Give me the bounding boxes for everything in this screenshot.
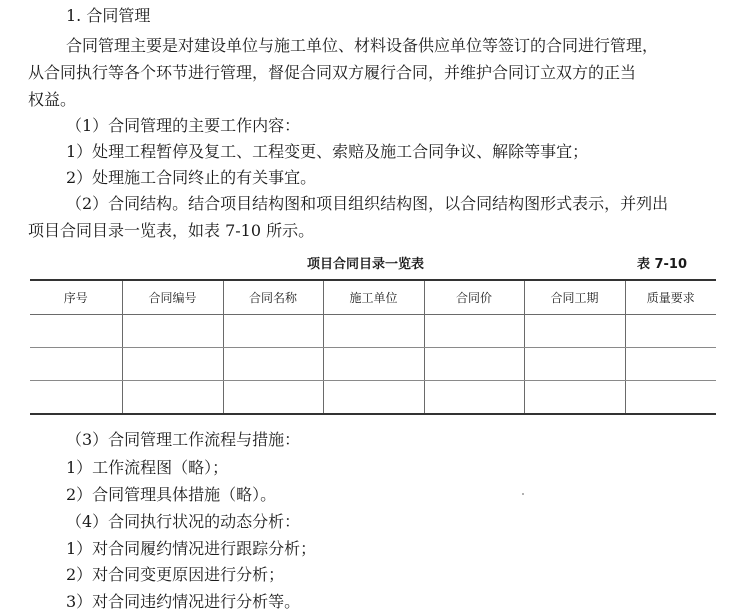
table-header-row [30, 280, 716, 315]
list-item: 2）合同管理具体措施（略）。 [66, 485, 277, 504]
table-row [30, 315, 716, 348]
list-item: （3）合同管理工作流程与措施： [66, 430, 301, 449]
contract-catalog-table [30, 279, 716, 415]
table-cell [424, 381, 524, 415]
section-heading: 1. 合同管理 [66, 6, 151, 25]
table-title: 项目合同目录一览表 [306, 257, 424, 272]
list-item: 1）工作流程图（略）； [66, 458, 229, 477]
table-cell [625, 348, 716, 381]
list-item: 1）对合同履约情况进行跟踪分析； [66, 539, 317, 558]
table-cell [424, 315, 524, 348]
table-cell [223, 348, 323, 381]
column-header: 合同工期 [524, 280, 625, 315]
intro-line-3: 权益。 [28, 90, 77, 109]
column-header: 序号 [30, 280, 122, 315]
table-cell [122, 348, 223, 381]
table-cell [122, 315, 223, 348]
table-cell [30, 348, 122, 381]
table-number: 表 7-10 [636, 257, 687, 272]
column-header: 合同价 [424, 280, 524, 315]
table-cell [223, 381, 323, 415]
table-cell [323, 381, 424, 415]
table-cell [323, 315, 424, 348]
table-cell [524, 348, 625, 381]
table-cell [625, 381, 716, 415]
column-header: 施工单位 [323, 280, 424, 315]
table-cell [122, 381, 223, 415]
list-item: 2）处理施工合同终止的有关事宜。 [66, 168, 317, 187]
table-cell [524, 315, 625, 348]
list-item: （1）合同管理的主要工作内容： [66, 116, 301, 135]
list-item: 1）处理工程暂停及复工、工程变更、索赔及施工合同争议、解除等事宜； [66, 142, 589, 161]
list-item: 2）对合同变更原因进行分析； [66, 565, 285, 584]
list-item: （4）合同执行状况的动态分析： [66, 512, 301, 531]
table-cell [223, 315, 323, 348]
list-item: 项目合同目录一览表，如表 7-10 所示。 [28, 221, 315, 240]
intro-line-1: 合同管理主要是对建设单位与施工单位、材料设备供应单位等签订的合同进行管理， [66, 36, 659, 55]
table-row [30, 381, 716, 415]
table-cell [625, 315, 716, 348]
column-header: 合同名称 [223, 280, 323, 315]
column-header: 合同编号 [122, 280, 223, 315]
table-cell [30, 381, 122, 415]
table-cell [323, 348, 424, 381]
intro-line-2: 从合同执行等各个环节进行管理，督促合同双方履行合同，并维护合同订立双方的正当 [28, 63, 637, 82]
table-cell [424, 348, 524, 381]
list-item: （2）合同结构。结合项目结构图和项目组织结构图，以合同结构图形式表示，并列出 [66, 194, 669, 213]
table-cell [524, 381, 625, 415]
column-header: 质量要求 [625, 280, 716, 315]
list-item: 3）对合同违约情况进行分析等。 [66, 592, 301, 611]
table-cell [30, 315, 122, 348]
table-row [30, 348, 716, 381]
scan-speck [522, 493, 524, 495]
